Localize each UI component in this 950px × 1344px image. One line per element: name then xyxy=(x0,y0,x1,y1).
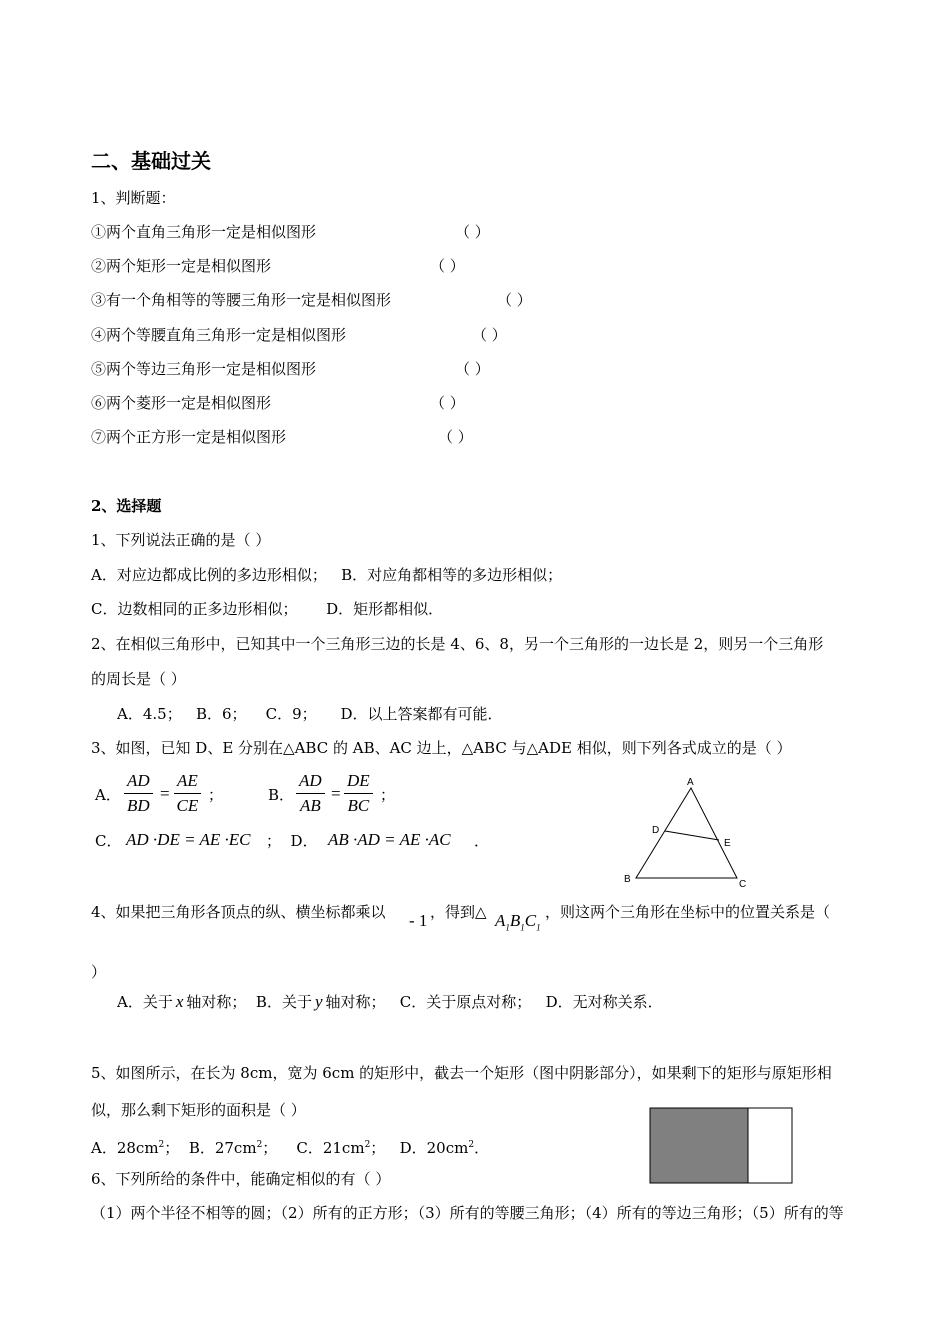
section-title: 二、基础过关 xyxy=(91,149,211,173)
q4-opt-a3: 轴对称； C．关于原点对称； D．无对称关系． xyxy=(325,993,663,1011)
vertex-e-label: E xyxy=(724,838,731,849)
judge-paren-2: （ ） xyxy=(430,257,465,275)
judge-item-4: ④两个等腰直角三角形一定是相似图形 xyxy=(91,326,347,344)
q3-frac-a1-den: BD xyxy=(127,796,150,815)
q4-sub-2: 1 xyxy=(520,922,525,933)
q5-opt-d: ； D．20cm xyxy=(370,1139,469,1157)
q3-frac-a2-num: AE xyxy=(174,771,201,794)
q3-frac-a1-num: AD xyxy=(124,771,153,794)
q5-opt-a: A．28cm xyxy=(91,1139,159,1157)
judge-item-1: ①两个直角三角形一定是相似图形 xyxy=(91,223,317,241)
q5-stem-line2: 似，那么剩下矩形的面积是（ ） xyxy=(91,1101,306,1119)
vertex-b-label: B xyxy=(624,874,631,885)
q3-frac-b1-den: AB xyxy=(299,796,321,815)
q2-stem-line1: 2、在相似三角形中，已知其中一个三角形三边的长是 4、6、8，另一个三角形的一边长是 2，则另一个三角形 xyxy=(91,635,824,653)
judge-paren-1: （ ） xyxy=(455,223,490,241)
q3-label-d: ； D． xyxy=(266,832,318,850)
q4-options xyxy=(117,992,663,1012)
q3-frac-a2 xyxy=(174,771,201,816)
q4-opt-a2: 轴对称； B．关于 xyxy=(186,993,312,1011)
q3-frac-a2-den: CE xyxy=(176,796,199,815)
q5-stem-line1: 5、如图所示，在长为 8cm，宽为 6cm 的矩形中，截去一个矩形（图中阴影部分），如果剩下的矩形与原矩形相 xyxy=(91,1064,832,1082)
judge-item-7: ⑦两个正方形一定是相似图形 xyxy=(91,428,287,446)
q3-frac-b2-num: DE xyxy=(344,771,373,794)
vertex-c-label: C xyxy=(739,879,747,890)
q3-frac-b1-num: AD xyxy=(296,771,325,794)
q4-sub-1: 1 xyxy=(505,922,510,933)
q5-sup-d: 2 xyxy=(468,1140,475,1150)
q5-opt-b: ； B．27cm xyxy=(164,1139,257,1157)
q3-frac-b2-den: BC xyxy=(347,796,370,815)
judge-item-3: ③有一个角相等的等腰三角形一定是相似图形 xyxy=(91,291,392,309)
segment-de xyxy=(665,831,719,840)
q3-end: ． xyxy=(474,832,490,850)
q4-sub-3: 1 xyxy=(536,922,541,933)
q4-stem-a: 4、如果把三角形各顶点的纵、横坐标都乘以 xyxy=(91,903,386,921)
q3-frac-b2 xyxy=(344,771,373,816)
q3-frac-a1 xyxy=(124,771,153,816)
q2-options: A．4.5； B．6； C．9； D．以上答案都有可能． xyxy=(117,705,503,723)
q5-sup-b: 2 xyxy=(256,1140,263,1150)
remaining-rectangle xyxy=(748,1108,792,1183)
shaded-rectangle xyxy=(650,1108,748,1183)
judge-paren-6: （ ） xyxy=(430,394,465,412)
choice-heading: 2、选择题 xyxy=(91,497,162,515)
q5-opt-end: ． xyxy=(474,1139,490,1157)
q4-opt-a1: A．关于 xyxy=(117,993,173,1011)
vertex-d-label: D xyxy=(652,825,660,836)
q3-label-a: A． xyxy=(95,786,121,804)
q5-sup-a: 2 xyxy=(158,1140,165,1150)
q3-frac-b1 xyxy=(296,771,325,816)
q3-expr-d: AB ·AD = AE ·AC xyxy=(328,830,451,849)
q4-var-x: x xyxy=(175,992,184,1011)
q4-vertex-b: B xyxy=(509,911,521,930)
q3-expr-c: AD ·DE = AE ·EC xyxy=(126,830,251,849)
q3-eq-a: = xyxy=(160,784,170,803)
judge-paren-5: （ ） xyxy=(455,360,490,378)
q5-sup-c: 2 xyxy=(364,1140,371,1150)
q3-semi-a: ； xyxy=(208,786,224,804)
q4-stem-b: ，得到△ xyxy=(430,903,487,921)
judge-item-6: ⑥两个菱形一定是相似图形 xyxy=(91,394,272,412)
q3-label-c: C． xyxy=(95,832,122,850)
judge-item-5: ⑤两个等边三角形一定是相似图形 xyxy=(91,360,317,378)
q1-stem: 1、下列说法正确的是（ ） xyxy=(91,531,271,549)
q4-triangle-name xyxy=(495,911,541,937)
q1-options-line1: A．对应边都成比例的多边形相似； B．对应角都相等的多边形相似； xyxy=(91,566,563,584)
judge-paren-4: （ ） xyxy=(472,326,507,344)
q2-stem-line2: 的周长是（ ） xyxy=(91,670,186,688)
q5-options xyxy=(91,1135,489,1158)
q5-opt-c: ； C．21cm xyxy=(262,1139,365,1157)
q4-close: ） xyxy=(91,963,107,981)
q3-stem: 3、如图，已知 D、E 分别在△ABC 的 AB、AC 边上，△ABC 与△ADE 相似，则下列各式成立的是（ ） xyxy=(91,739,792,757)
q3-triangle-figure xyxy=(620,772,760,892)
q4-vertex-a: A xyxy=(495,911,506,930)
q4-vertex-c: C xyxy=(524,911,537,930)
judge-paren-3: （ ） xyxy=(497,291,532,309)
q3-semi-b: ； xyxy=(380,786,396,804)
q6-line: （1）两个半径不相等的圆；（2）所有的正方形；（3）所有的等腰三角形；（4）所有的等边三角形；（5）所有的等 xyxy=(91,1204,844,1222)
vertex-a-label: A xyxy=(687,777,694,788)
q4-neg-one: - 1 xyxy=(409,911,428,930)
q6-stem: 6、下列所给的条件中，能确定相似的有（ ） xyxy=(91,1170,391,1188)
q1-options-line2: C．边数相同的正多边形相似； D．矩形都相似． xyxy=(91,600,444,618)
q4-var-y: y xyxy=(314,992,323,1011)
judge-heading: 1、判断题： xyxy=(91,189,176,207)
q3-label-b: B． xyxy=(268,786,295,804)
q3-eq-b: = xyxy=(331,784,341,803)
judge-paren-7: （ ） xyxy=(438,428,473,446)
q5-rectangle-figure xyxy=(649,1107,795,1185)
q4-stem-c: ，则这两个三角形在坐标中的位置关系是（ xyxy=(545,903,831,921)
judge-item-2: ②两个矩形一定是相似图形 xyxy=(91,257,272,275)
